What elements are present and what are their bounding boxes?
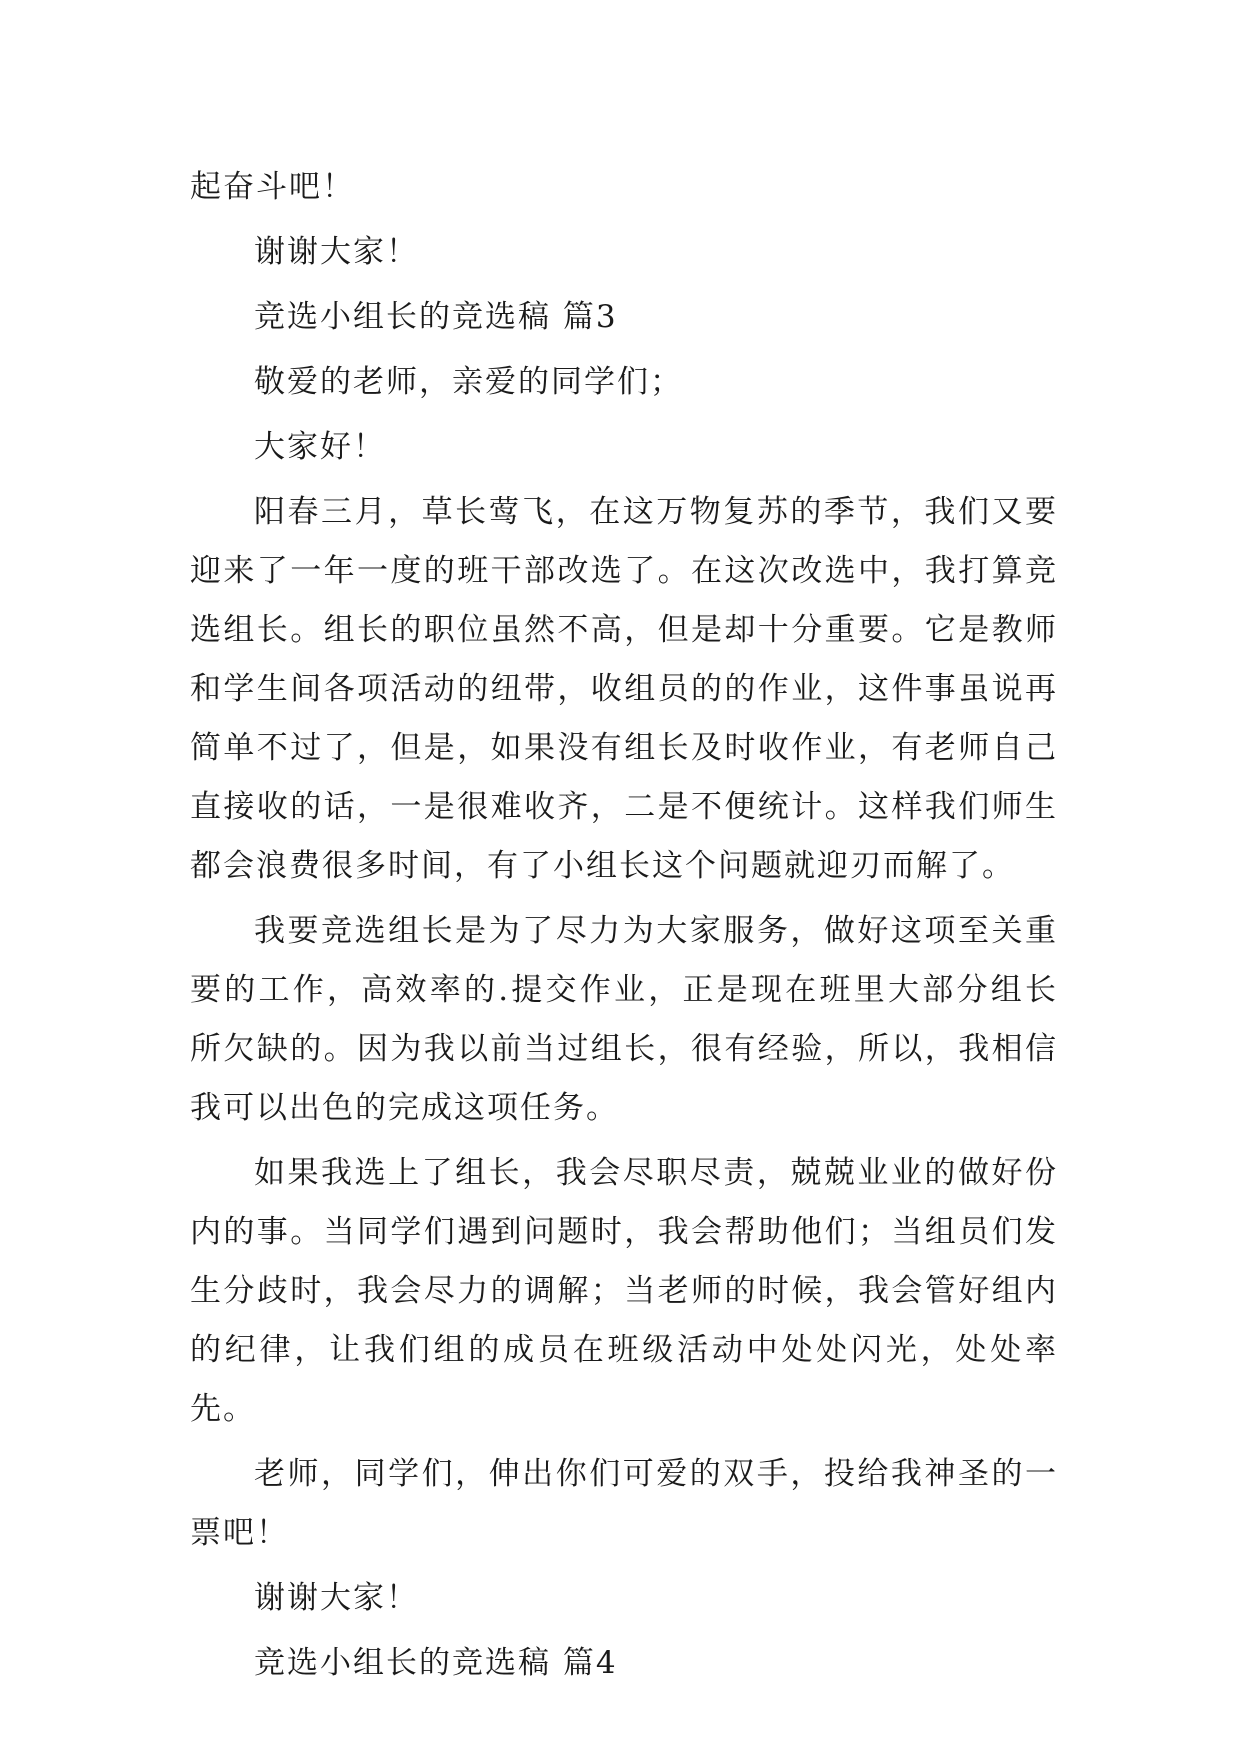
- paragraph-body: 我要竞选组长是为了尽力为大家服务，做好这项至关重要的工作，高效率的.提交作业，正是现在班里大部分组长所欠缺的。因为我以前当过组长，很有经验，所以，我相信我可以出色的完成这项任务。: [190, 913, 1058, 1126]
- document-body: [190, 158, 1058, 1693]
- paragraph-body: 如果我选上了组长，我会尽职尽责，兢兢业业的做好份内的事。当同学们遇到问题时，我会帮助他们；当组员们发生分歧时，我会尽力的调解；当老师的时候，我会管好组内的纪律，让我们组的成员在班级活动中处处闪光，处处率先。: [190, 1155, 1058, 1427]
- paragraph-thanks: 谢谢大家！: [254, 1580, 419, 1616]
- section-heading: 竞选小组长的竞选稿 篇3: [254, 299, 618, 335]
- paragraph-greeting: 大家好！: [254, 429, 386, 465]
- paragraph-thanks: 谢谢大家！: [254, 234, 419, 270]
- paragraph-body: 阳春三月，草长莺飞，在这万物复苏的季节，我们又要迎来了一年一度的班干部改选了。在这次改选中，我打算竞选组长。组长的职位虽然不高，但是却十分重要。它是教师和学生间各项活动的纽带，收组员的的作业，这件事虽说再简单不过了，但是，如果没有组长及时收作业，有老师自己直接收的话，一是很难收齐，二是不便统计。这样我们师生都会浪费很多时间，有了小组长这个问题就迎刃而解了。: [190, 494, 1058, 884]
- section-heading: 竞选小组长的竞选稿 篇4: [254, 1645, 618, 1681]
- paragraph-closing: 老师，同学们，伸出你们可爱的双手，投给我神圣的一票吧！: [190, 1456, 1058, 1551]
- paragraph-salutation: 敬爱的老师，亲爱的同学们；: [254, 364, 683, 400]
- paragraph-continuation: 起奋斗吧！: [190, 169, 355, 205]
